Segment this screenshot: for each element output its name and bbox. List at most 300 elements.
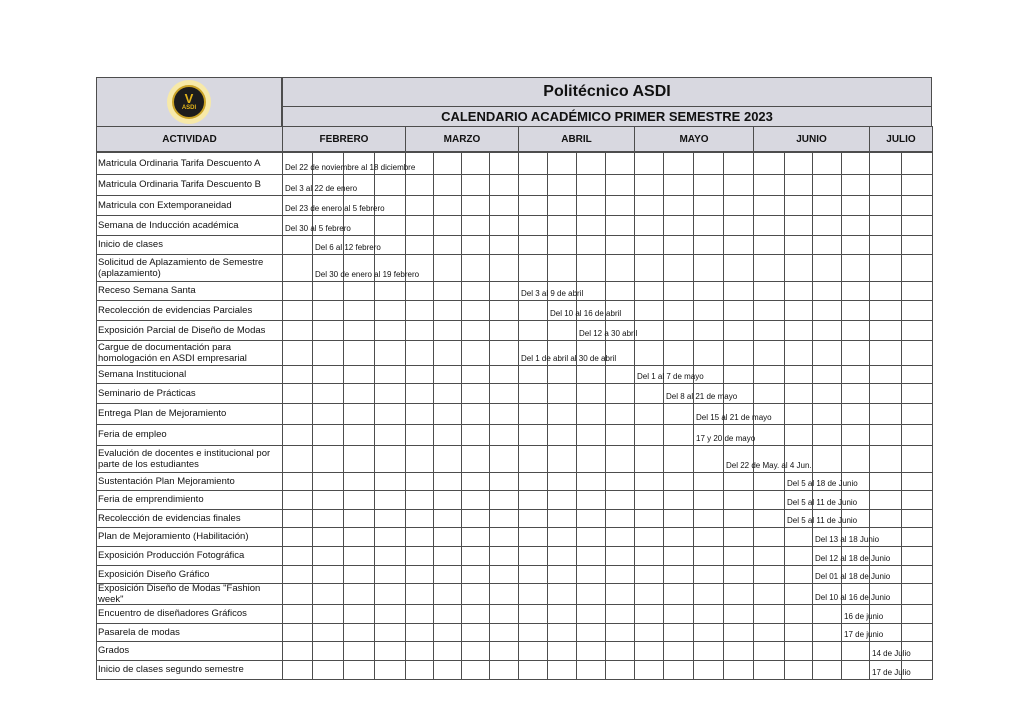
week-cell [312, 604, 344, 624]
week-cell [547, 195, 577, 216]
period-label: Del 23 de enero al 5 febrero [285, 204, 385, 213]
week-cell [812, 403, 842, 425]
week-cell [663, 300, 694, 321]
activity-label: Recolección de evidencias finales [98, 512, 241, 524]
week-cell [753, 195, 785, 216]
week-cell [841, 490, 870, 510]
week-cell [634, 365, 664, 384]
activity-label: Grados [98, 645, 130, 656]
week-cell [547, 300, 577, 321]
week-cell [841, 509, 870, 528]
week-cell [605, 424, 635, 446]
week-cell [901, 320, 933, 341]
week-cell [547, 235, 577, 255]
week-cell [841, 235, 870, 255]
week-cell [282, 281, 313, 301]
week-cell [461, 365, 490, 384]
week-cell [723, 445, 754, 473]
week-cell [343, 546, 375, 566]
week-cell [405, 660, 434, 680]
activity-column-header: ACTIVIDAD [96, 126, 283, 152]
week-cell [723, 300, 754, 321]
week-cell [518, 365, 548, 384]
week-cell [433, 490, 462, 510]
week-cell [547, 174, 577, 196]
week-cell [869, 604, 902, 624]
week-cell [663, 152, 694, 175]
week-cell [605, 472, 635, 491]
week-cell [282, 660, 313, 680]
week-cell [312, 383, 344, 404]
week-cell [576, 340, 606, 366]
period-label: 14 de Julio [872, 649, 911, 658]
week-cell [312, 281, 344, 301]
week-cell [312, 340, 344, 366]
week-cell [489, 235, 519, 255]
period-label: Del 01 al 18 de Junio [815, 572, 891, 581]
week-cell [693, 215, 724, 236]
week-cell [753, 403, 785, 425]
week-cell [693, 583, 724, 605]
week-cell [753, 604, 785, 624]
week-cell [841, 403, 870, 425]
week-cell [547, 546, 577, 566]
week-cell [405, 583, 434, 605]
week-cell [841, 215, 870, 236]
activity-label: Solicitud de Aplazamiento de Semestre (aplazamiento) [98, 256, 264, 279]
week-cell [901, 660, 933, 680]
week-cell [753, 527, 785, 547]
week-cell [282, 174, 313, 196]
week-cell [605, 490, 635, 510]
activity-label: Feria de empleo [98, 429, 167, 440]
week-cell [518, 424, 548, 446]
week-cell [405, 215, 434, 236]
week-cell [489, 365, 519, 384]
week-cell [723, 152, 754, 175]
week-cell [405, 281, 434, 301]
week-cell [312, 424, 344, 446]
period-label: 17 de junio [844, 630, 884, 639]
week-cell [693, 445, 724, 473]
week-cell [663, 660, 694, 680]
week-cell [312, 490, 344, 510]
week-cell [312, 565, 344, 584]
week-cell [869, 340, 902, 366]
week-cell [518, 546, 548, 566]
week-cell [343, 527, 375, 547]
activity-label: Receso Semana Santa [98, 285, 196, 296]
period-label: Del 12 al 18 de Junio [815, 554, 891, 563]
week-cell [374, 490, 406, 510]
week-cell [461, 174, 490, 196]
period-label: Del 5 al 18 de Junio [787, 479, 858, 488]
week-cell [405, 195, 434, 216]
week-cell [374, 445, 406, 473]
week-cell [576, 281, 606, 301]
week-cell [634, 281, 664, 301]
week-cell [812, 320, 842, 341]
week-cell [576, 527, 606, 547]
week-cell [663, 565, 694, 584]
week-cell [576, 445, 606, 473]
activity-label: Recolección de evidencias Parciales [98, 304, 253, 316]
week-cell [812, 604, 842, 624]
period-label: Del 8 al 21 de mayo [666, 392, 738, 401]
week-cell [547, 583, 577, 605]
week-cell [282, 235, 313, 255]
week-cell [282, 365, 313, 384]
week-cell [841, 424, 870, 446]
week-cell [374, 424, 406, 446]
month-header-mayo: MAYO [634, 126, 754, 152]
week-cell [518, 340, 548, 366]
week-cell [812, 215, 842, 236]
week-cell [693, 623, 724, 642]
week-cell [784, 490, 813, 510]
week-cell [663, 641, 694, 661]
week-cell [405, 152, 434, 175]
week-cell [282, 383, 313, 404]
period-label: Del 1 de abril al 30 de abril [521, 354, 617, 363]
week-cell [282, 490, 313, 510]
week-cell [374, 546, 406, 566]
week-cell [663, 281, 694, 301]
week-cell [634, 472, 664, 491]
week-cell [634, 340, 664, 366]
week-cell [433, 604, 462, 624]
week-cell [312, 215, 344, 236]
week-cell [723, 604, 754, 624]
week-cell [901, 641, 933, 661]
week-cell [693, 320, 724, 341]
period-label: Del 10 al 16 de Junio [815, 593, 891, 602]
week-cell [784, 546, 813, 566]
week-cell [518, 565, 548, 584]
week-cell [605, 403, 635, 425]
week-cell [901, 195, 933, 216]
week-cell [576, 320, 606, 341]
week-cell [461, 445, 490, 473]
week-cell [784, 300, 813, 321]
period-label: Del 3 al 22 de enero [285, 184, 358, 193]
week-cell [343, 300, 375, 321]
week-cell [405, 472, 434, 491]
week-cell [489, 281, 519, 301]
week-cell [605, 320, 635, 341]
period-label: Del 22 de May. al 4 Jun. [726, 461, 812, 470]
week-cell [343, 445, 375, 473]
week-cell [489, 604, 519, 624]
week-cell [723, 424, 754, 446]
week-cell [576, 195, 606, 216]
week-cell [723, 195, 754, 216]
week-cell [605, 365, 635, 384]
week-cell [282, 195, 313, 216]
week-cell [693, 509, 724, 528]
week-cell [693, 490, 724, 510]
week-cell [841, 195, 870, 216]
activity-label: Exposición Producción Fotográfica [98, 550, 245, 561]
week-cell [433, 320, 462, 341]
week-cell [784, 445, 813, 473]
week-cell [343, 604, 375, 624]
week-cell [576, 565, 606, 584]
week-cell [489, 254, 519, 282]
week-cell [433, 660, 462, 680]
period-label: Del 13 al 18 Junio [815, 535, 880, 544]
week-cell [812, 445, 842, 473]
week-cell [812, 472, 842, 491]
week-cell [374, 152, 406, 175]
week-cell [693, 174, 724, 196]
week-cell [634, 546, 664, 566]
week-cell [374, 300, 406, 321]
week-cell [869, 445, 902, 473]
week-cell [869, 403, 902, 425]
week-cell [693, 195, 724, 216]
week-cell [693, 403, 724, 425]
week-cell [282, 340, 313, 366]
week-cell [634, 490, 664, 510]
week-cell [433, 583, 462, 605]
week-cell [841, 174, 870, 196]
week-cell [812, 565, 842, 584]
week-cell [547, 320, 577, 341]
week-cell [405, 340, 434, 366]
week-cell [343, 641, 375, 661]
week-cell [576, 641, 606, 661]
week-cell [869, 546, 902, 566]
week-cell [693, 660, 724, 680]
week-cell [901, 300, 933, 321]
period-label: Del 5 al 11 de Junio [787, 498, 858, 507]
week-cell [841, 281, 870, 301]
week-cell [723, 235, 754, 255]
week-cell [812, 281, 842, 301]
week-cell [374, 254, 406, 282]
week-cell [784, 641, 813, 661]
week-cell [605, 623, 635, 642]
week-cell [547, 445, 577, 473]
week-cell [405, 235, 434, 255]
week-cell [489, 490, 519, 510]
week-cell [841, 565, 870, 584]
week-cell [812, 383, 842, 404]
week-cell [663, 546, 694, 566]
week-cell [282, 254, 313, 282]
week-cell [693, 300, 724, 321]
week-cell [343, 215, 375, 236]
week-cell [461, 383, 490, 404]
week-cell [547, 340, 577, 366]
week-cell [312, 235, 344, 255]
week-cell [343, 583, 375, 605]
week-cell [753, 235, 785, 255]
week-cell [282, 320, 313, 341]
week-cell [312, 152, 344, 175]
week-cell [489, 623, 519, 642]
week-cell [663, 424, 694, 446]
week-cell [723, 365, 754, 384]
week-cell [433, 235, 462, 255]
week-cell [343, 565, 375, 584]
week-cell [663, 174, 694, 196]
period-label: Del 1 al 7 de mayo [637, 372, 704, 381]
week-cell [869, 623, 902, 642]
week-cell [812, 365, 842, 384]
week-cell [433, 623, 462, 642]
week-cell [634, 235, 664, 255]
week-cell [693, 152, 724, 175]
week-cell [489, 424, 519, 446]
week-cell [841, 623, 870, 642]
activity-label: Matricula Ordinaria Tarifa Descuento A [98, 157, 261, 169]
week-cell [841, 300, 870, 321]
month-header-marzo: MARZO [405, 126, 519, 152]
week-cell [312, 174, 344, 196]
week-cell [405, 546, 434, 566]
week-cell [576, 424, 606, 446]
week-cell [605, 152, 635, 175]
week-cell [518, 300, 548, 321]
week-cell [576, 472, 606, 491]
week-cell [869, 472, 902, 491]
week-cell [312, 546, 344, 566]
week-cell [663, 235, 694, 255]
week-cell [841, 583, 870, 605]
week-cell [901, 604, 933, 624]
week-cell [723, 403, 754, 425]
week-cell [312, 509, 344, 528]
week-cell [723, 546, 754, 566]
week-cell [374, 660, 406, 680]
period-label: Del 12 a 30 abril [579, 329, 638, 338]
week-cell [784, 565, 813, 584]
week-cell [433, 152, 462, 175]
week-cell [405, 604, 434, 624]
calendar-subtitle: CALENDARIO ACADÉMICO PRIMER SEMESTRE 2023 [282, 106, 932, 127]
week-cell [723, 623, 754, 642]
week-cell [869, 174, 902, 196]
week-cell [547, 641, 577, 661]
week-cell [374, 215, 406, 236]
week-cell [901, 174, 933, 196]
week-cell [547, 623, 577, 642]
period-label: Del 6 al 12 febrero [315, 243, 381, 252]
week-cell [374, 365, 406, 384]
week-cell [605, 300, 635, 321]
week-cell [812, 546, 842, 566]
week-cell [784, 424, 813, 446]
week-cell [433, 195, 462, 216]
week-cell [576, 403, 606, 425]
week-cell [812, 174, 842, 196]
week-cell [634, 300, 664, 321]
week-cell [869, 509, 902, 528]
week-cell [374, 509, 406, 528]
week-cell [812, 254, 842, 282]
week-cell [634, 152, 664, 175]
week-cell [405, 509, 434, 528]
week-cell [869, 641, 902, 661]
week-cell [723, 583, 754, 605]
week-cell [753, 623, 785, 642]
week-cell [634, 604, 664, 624]
period-label: Del 10 al 16 de abril [550, 309, 622, 318]
week-cell [374, 281, 406, 301]
week-cell [518, 641, 548, 661]
week-cell [723, 565, 754, 584]
week-cell [663, 215, 694, 236]
week-cell [433, 546, 462, 566]
week-cell [282, 509, 313, 528]
week-cell [901, 472, 933, 491]
week-cell [343, 403, 375, 425]
activity-label: Semana Institucional [98, 368, 187, 380]
week-cell [663, 509, 694, 528]
week-cell [605, 383, 635, 404]
week-cell [461, 623, 490, 642]
week-cell [461, 490, 490, 510]
week-cell [784, 403, 813, 425]
week-cell [605, 445, 635, 473]
period-label: 16 de junio [844, 612, 884, 621]
week-cell [433, 383, 462, 404]
week-cell [869, 320, 902, 341]
period-label: Del 30 al 5 febrero [285, 224, 351, 233]
week-cell [282, 152, 313, 175]
week-cell [605, 340, 635, 366]
week-cell [812, 623, 842, 642]
week-cell [312, 660, 344, 680]
week-cell [812, 235, 842, 255]
week-cell [374, 641, 406, 661]
week-cell [312, 527, 344, 547]
week-cell [547, 490, 577, 510]
week-cell [901, 583, 933, 605]
week-cell [312, 195, 344, 216]
week-cell [812, 583, 842, 605]
week-cell [576, 174, 606, 196]
week-cell [576, 254, 606, 282]
week-cell [461, 546, 490, 566]
week-cell [576, 490, 606, 510]
week-cell [489, 320, 519, 341]
week-cell [869, 527, 902, 547]
week-cell [605, 546, 635, 566]
week-cell [634, 383, 664, 404]
week-cell [841, 604, 870, 624]
week-cell [489, 565, 519, 584]
week-cell [693, 383, 724, 404]
week-cell [693, 235, 724, 255]
week-cell [634, 403, 664, 425]
week-cell [312, 254, 344, 282]
week-cell [901, 281, 933, 301]
week-cell [663, 365, 694, 384]
week-cell [461, 660, 490, 680]
week-cell [374, 583, 406, 605]
week-cell [576, 235, 606, 255]
week-cell [405, 320, 434, 341]
week-cell [312, 445, 344, 473]
week-cell [374, 174, 406, 196]
week-cell [605, 604, 635, 624]
week-cell [663, 195, 694, 216]
week-cell [576, 383, 606, 404]
week-cell [869, 383, 902, 404]
